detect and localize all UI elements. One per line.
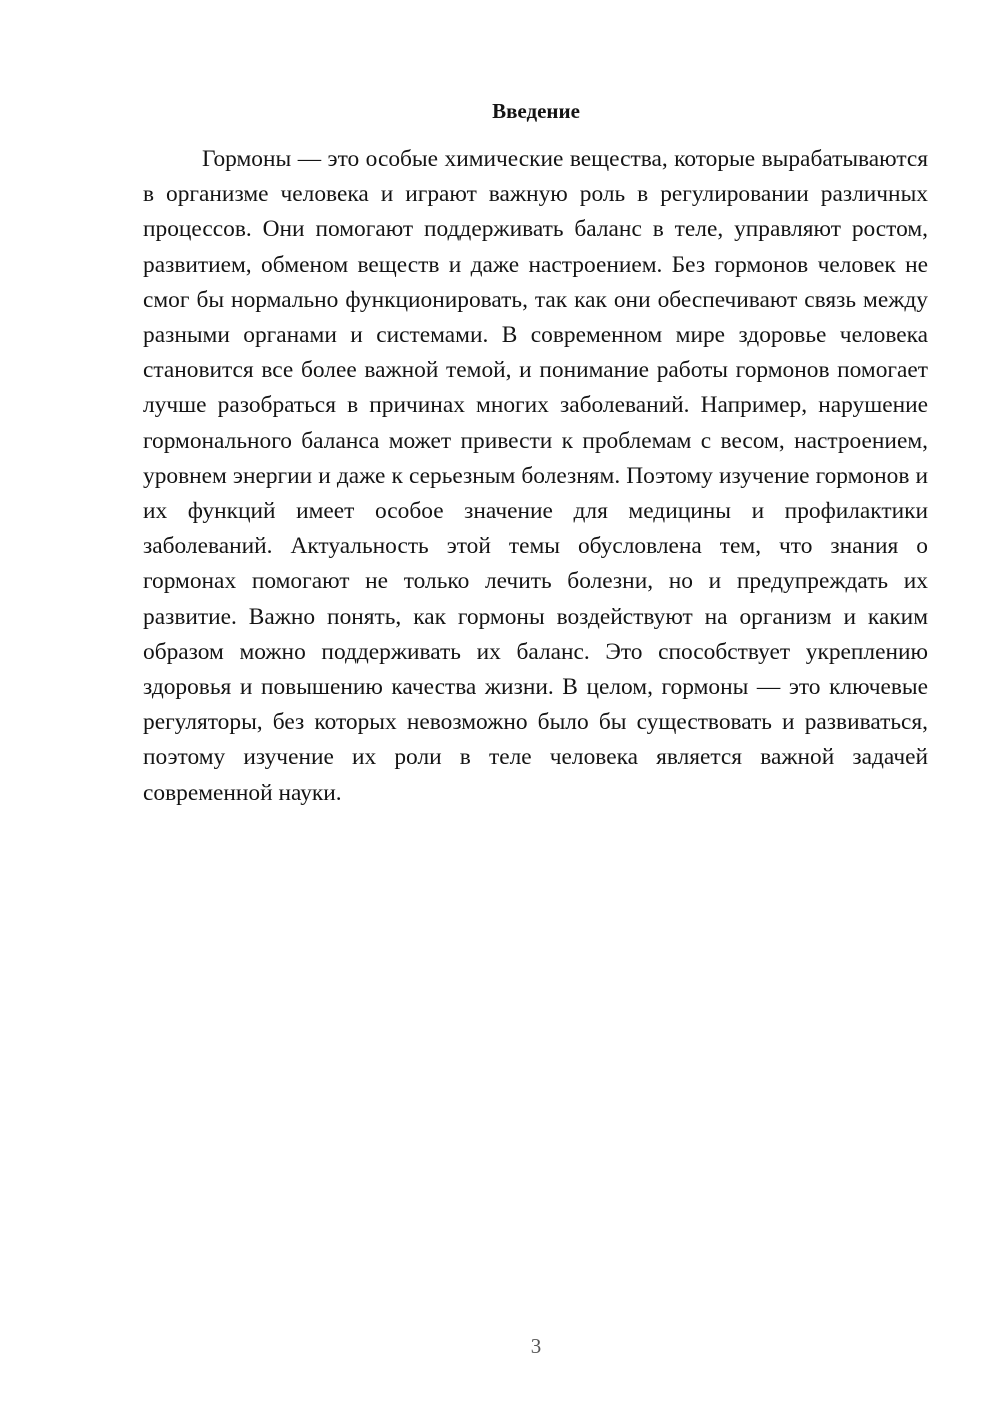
- body-paragraph: Гормоны — это особые химические вещества, которые вырабатываются в организме человека и играют важную роль в регулировании различных процессов. Они помогают поддерживать баланс в теле, управляют ростом, развитием, обменом веществ и даже настроением. Без гормонов человек не смог бы нормально функционировать, так как они обеспечивают связь между разными органами и системами. В современном мире здоровье человека становится все более важной темой, и понимание работы гормонов помогает лучше разобраться в причинах многих заболеваний. Например, нарушение гормонального баланса может привести к проблемам с весом, настроением, уровнем энергии и даже к серьезным болезням. Поэтому изучение гормонов и их функций имеет особое значение для медицины и профилактики заболеваний. Актуальность этой темы обусловлена тем, что знания о гормонах помогают не только лечить болезни, но и предупреждать их развитие. Важно понять, как гормоны воздействуют на организм и каким образом можно поддерживать их баланс. Это способствует укреплению здоровья и повышению качества жизни. В целом, гормоны — это ключевые регуляторы, без которых невозможно было бы существовать и развиваться, поэтому изучение их роли в теле человека является важной задачей современной науки.: [143, 146, 928, 806]
- section-heading: Введение: [492, 99, 580, 123]
- page-number: 3: [530, 1334, 542, 1358]
